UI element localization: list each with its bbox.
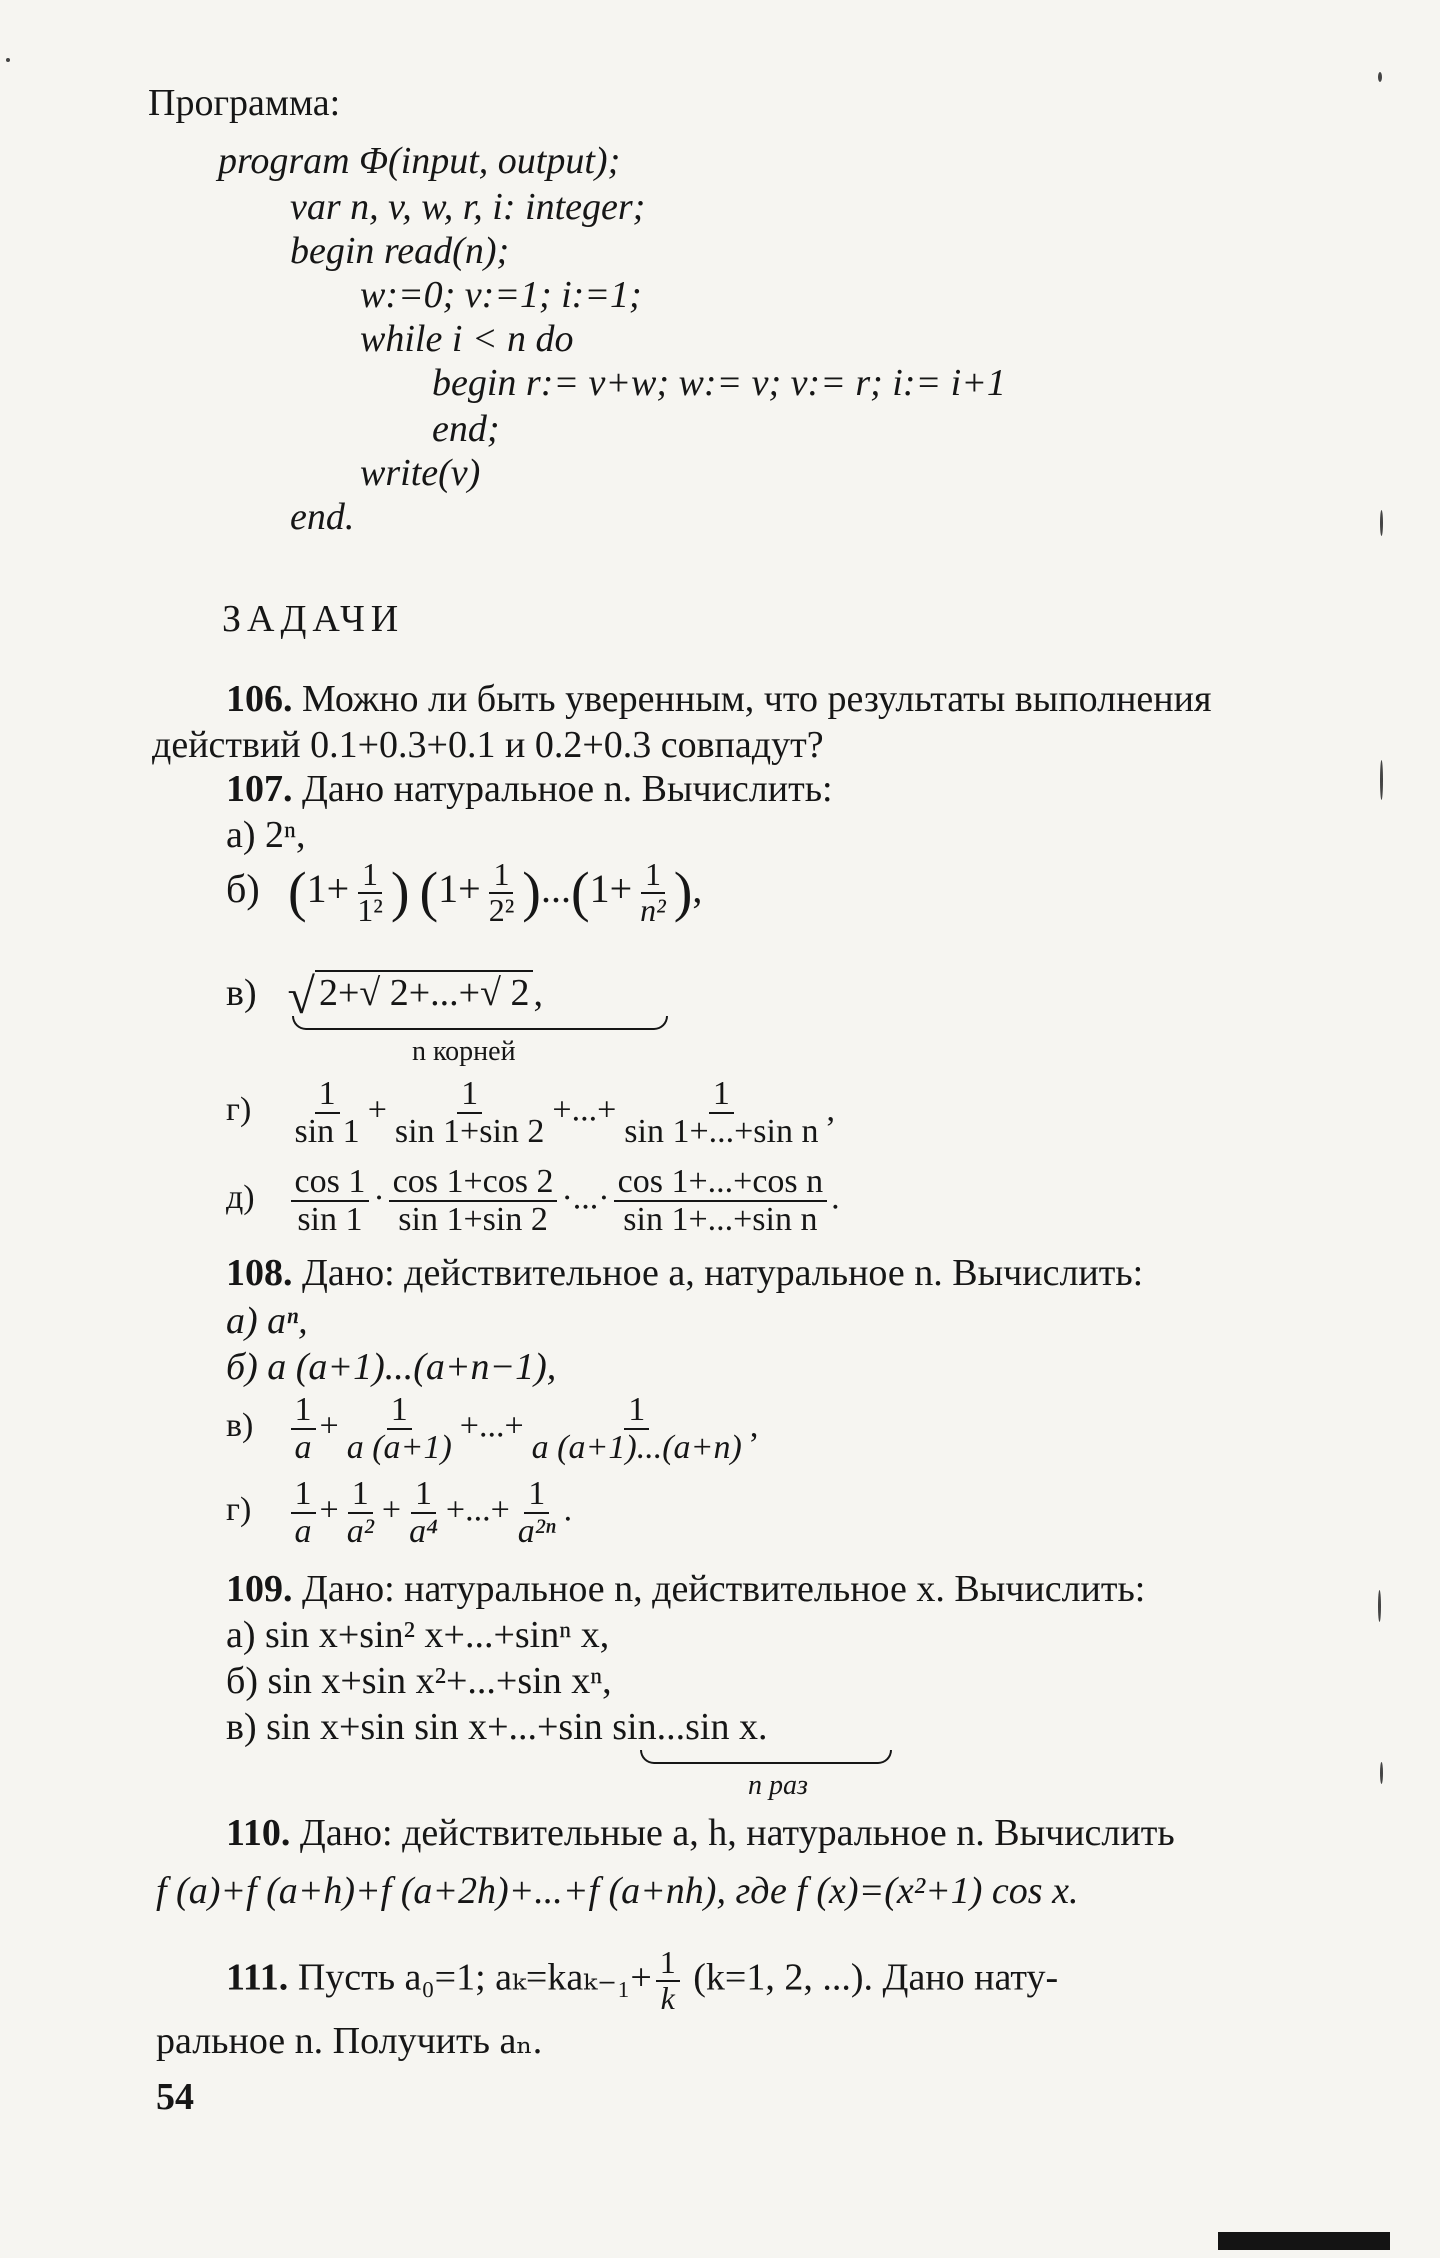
problem-number: 111. [226, 1956, 289, 1999]
problem-110-line2: f (a)+f (a+h)+f (a+2h)+...+f (a+nh), где f (x)=(x²+1) cos x. [156, 1870, 1079, 1912]
code-line: while i < n do [360, 318, 574, 360]
program-label: Программа: [148, 82, 341, 124]
fraction: $\frac{1}{\sin 1}$ [294, 1075, 360, 1150]
problem-110-line1 [226, 1812, 1175, 1856]
scan-speck [6, 58, 10, 62]
fraction: $\frac{1}{a (a+1)}$ [346, 1391, 452, 1466]
fraction: $\frac{1}{\text{a²ⁿ}}$ [517, 1475, 556, 1550]
problem-109-header [226, 1568, 1145, 1612]
scan-speck [1378, 72, 1382, 82]
code-line: var n, v, w, r, i: integer; [290, 186, 646, 228]
problem-106-line1 [226, 678, 1211, 722]
underbrace-label: n раз [748, 1770, 808, 1801]
problem-text: Можно ли быть уверенным, что результаты выполнения [302, 678, 1212, 720]
item-label: г) [226, 1491, 252, 1529]
term: 1+ [589, 865, 633, 911]
problem-text: Дано натуральное n. Вычислить: [302, 768, 833, 810]
problem-107-header [226, 768, 833, 812]
item-label: д) [226, 1179, 255, 1217]
item-label: б) [226, 865, 260, 911]
fraction: $\frac{1}{a (a+1)...(a+n)}$ [531, 1391, 742, 1466]
problem-text: Дано: действительные a, h, натуральное n. Вычислить [299, 1812, 1175, 1854]
fraction: $\frac{1}{\sin 1+\sin 2}$ [394, 1075, 545, 1150]
code-line: end; [432, 408, 500, 450]
item-label: в) [226, 972, 257, 1015]
item-label: в) [226, 1407, 254, 1445]
term: 1+ [306, 865, 350, 911]
fraction: $\frac{1}{\text{a²}}$ [346, 1475, 374, 1550]
code-line: write(v) [360, 452, 481, 494]
problem-text: Дано: натуральное n, действительное x. Вычислить: [302, 1568, 1146, 1610]
scan-speck [1380, 510, 1383, 536]
problem-107-v: в) √ 2+√ 2+...+√ 2 , [226, 968, 543, 1024]
problem-108-b: б) a (a+1)...(a+n−1), [226, 1346, 557, 1388]
fraction: $\frac{1}{\text{1²}}$ [357, 856, 383, 928]
problem-number: 110. [226, 1812, 291, 1854]
fraction: $\frac{1}{\text{sin 1+...+sin n}}$ [624, 1075, 819, 1150]
problem-number: 109. [226, 1568, 293, 1610]
section-title: ЗАДАЧИ [222, 598, 405, 640]
term: 1+ [438, 865, 481, 911]
fraction: $\frac{\cos 1}{\sin 1}$ [291, 1164, 370, 1237]
problem-107-d: д) $\frac{\cos 1}{\sin 1}$ · $\frac{\cos 1+\cos 2}{\sin 1+\sin 2}$ ·...· $\frac{\text{cos 1+...+cos n}}{\text{sin 1+...+sin n}}$ . [226, 1163, 840, 1238]
code-line: begin r:= v+w; w:= v; v:= r; i:= i+1 [432, 362, 1006, 404]
fraction: $\frac{\text{cos 1+...+cos n}}{\text{sin 1+...+sin n}}$ [614, 1164, 828, 1237]
fraction: $\frac{1}{\text{a⁴}}$ [409, 1475, 438, 1550]
fraction: $\frac{1}{\text{n²}}$ [640, 856, 666, 928]
problem-108-a: а) aⁿ, [226, 1300, 308, 1342]
problem-109-v: в) sin x+sin sin x+...+sin sin...sin x. [226, 1706, 768, 1748]
problem-number: 106. [226, 678, 293, 720]
code-line: end. [290, 496, 355, 538]
problem-number: 108. [226, 1252, 293, 1294]
problem-111-line1 [226, 1946, 1058, 2015]
fraction: $\frac{1}{k}$ [656, 1946, 680, 2015]
problem-text: Дано: действительное a, натуральное n. Вычислить: [302, 1252, 1144, 1294]
problem-108-g: г) $\frac{1}{a}$ + $\frac{1}{\text{a²}}$ + $\frac{1}{\text{a⁴}}$ +...+ $\frac{1}{\text{a²ⁿ}}$ . [226, 1475, 573, 1550]
code-line: w:=0; v:=1; i:=1; [360, 274, 642, 316]
problem-106-line2: действий 0.1+0.3+0.1 и 0.2+0.3 совпадут? [152, 724, 824, 766]
problem-text: Пусть a₀=1; aₖ=kaₖ₋₁+ [297, 1956, 652, 1999]
underbrace-label: n корней [412, 1036, 516, 1067]
problem-text: (k=1, 2, ...). Дано нату- [683, 1956, 1059, 1999]
scan-speck [1378, 1590, 1381, 1622]
page-number: 54 [156, 2076, 194, 2118]
problem-111-line2: ральное n. Получить aₙ. [156, 2020, 543, 2062]
underbrace [640, 1750, 892, 1764]
problem-108-header [226, 1252, 1143, 1296]
problem-107-a: а) 2ⁿ, [226, 814, 306, 856]
scan-speck [1380, 760, 1383, 800]
scan-speck [1380, 1762, 1383, 1784]
problem-108-v: в) $\frac{1}{a}$ + $\frac{1}{a (a+1)}$ +...+ $\frac{1}{a (a+1)...(a+n)}$ , [226, 1391, 759, 1466]
fraction: $\frac{1}{a}$ [291, 1476, 316, 1549]
problem-107-b: б) (1+ $\frac{1}{\text{1²}}$ ) (1+ $\frac{1}{\text{2²}}$ )...(1+ $\frac{1}{\text{n²}}$ ), [226, 856, 703, 928]
problem-number: 107. [226, 768, 293, 810]
nested-root: 2+√ 2+...+√ 2 [315, 970, 534, 1016]
problem-109-a: а) sin x+sin² x+...+sinⁿ x, [226, 1614, 610, 1656]
scan-edge-bar [1218, 2232, 1390, 2250]
problem-109-b: б) sin x+sin x²+...+sin xⁿ, [226, 1660, 612, 1702]
fraction: $\frac{1}{a}$ [291, 1392, 316, 1465]
ellipsis: ... [540, 865, 571, 911]
code-line: program Φ(input, output); [218, 140, 621, 182]
code-line: begin read(n); [290, 230, 510, 272]
item-label: г) [226, 1091, 252, 1129]
fraction: $\frac{\cos 1+\cos 2}{\sin 1+\sin 2}$ [389, 1164, 558, 1237]
fraction: $\frac{1}{\text{2²}}$ [488, 856, 515, 928]
problem-107-g: г) $\frac{1}{\sin 1}$ + $\frac{1}{\sin 1+\sin 2}$ +...+ $\frac{1}{\text{sin 1+...+sin n}}$ , [226, 1075, 835, 1150]
underbrace [292, 1016, 668, 1030]
